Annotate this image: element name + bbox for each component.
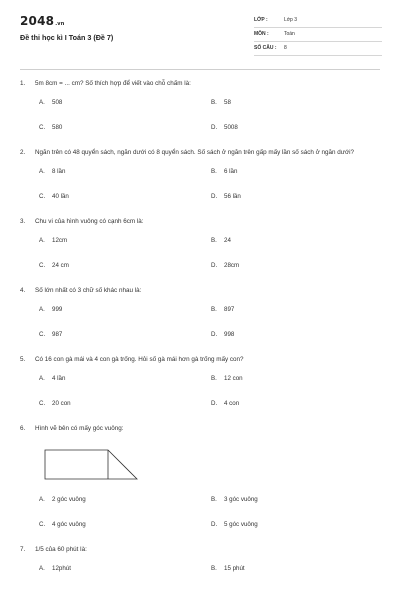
meta-label: MÔN : xyxy=(254,31,269,37)
option-letter: B. xyxy=(211,496,217,503)
question-number: 4. xyxy=(20,287,26,294)
question-header xyxy=(20,286,382,296)
option-letter: B. xyxy=(211,306,217,313)
option-letter: C. xyxy=(39,193,46,200)
option-letter: C. xyxy=(39,400,46,407)
option-text: 4 lần xyxy=(52,375,66,382)
option-text: 56 lần xyxy=(224,193,241,200)
option-row xyxy=(39,305,379,319)
option-text: 3 góc vuông xyxy=(224,496,258,503)
question-number: 3. xyxy=(20,218,26,225)
question-number: 5. xyxy=(20,356,26,363)
option-b[interactable] xyxy=(211,374,383,388)
option-b[interactable] xyxy=(211,167,383,181)
option-row xyxy=(39,192,379,206)
option-text: 999 xyxy=(52,306,63,313)
option-text: 15 phút xyxy=(224,565,245,572)
option-letter: D. xyxy=(211,262,218,269)
option-c[interactable] xyxy=(39,192,211,206)
question-7 xyxy=(0,545,400,578)
option-letter: A. xyxy=(39,375,45,382)
site-logo[interactable] xyxy=(20,14,65,28)
question-list xyxy=(0,79,400,589)
question-number: 7. xyxy=(20,546,26,553)
option-letter: C. xyxy=(39,521,46,528)
question-number: 1. xyxy=(20,80,26,87)
option-letter: D. xyxy=(211,331,218,338)
option-row xyxy=(39,495,379,509)
option-b[interactable] xyxy=(211,564,383,578)
option-d[interactable] xyxy=(211,330,383,344)
option-c[interactable] xyxy=(39,330,211,344)
option-letter: D. xyxy=(211,521,218,528)
options xyxy=(39,98,379,137)
option-text: 12 con xyxy=(224,375,243,382)
option-row xyxy=(39,98,379,112)
exam-title: Đề thi học kì I Toán 3 (Đề 7) xyxy=(20,33,114,42)
options xyxy=(39,236,379,275)
options xyxy=(39,374,379,413)
logo-main: 2048 xyxy=(20,14,55,28)
option-d[interactable] xyxy=(211,192,383,206)
option-row xyxy=(39,374,379,388)
option-text: 5 góc vuông xyxy=(224,521,258,528)
option-c[interactable] xyxy=(39,399,211,413)
option-text: 998 xyxy=(224,331,235,338)
option-a[interactable] xyxy=(39,167,211,181)
question-4 xyxy=(0,286,400,344)
option-text: 12phút xyxy=(52,565,71,572)
option-b[interactable] xyxy=(211,236,383,250)
option-d[interactable] xyxy=(211,399,383,413)
option-text: 40 lần xyxy=(52,193,69,200)
meta-label: LỚP : xyxy=(254,17,268,23)
option-a[interactable] xyxy=(39,564,211,578)
options xyxy=(39,167,379,206)
option-a[interactable] xyxy=(39,305,211,319)
figure-shape xyxy=(42,448,142,484)
figure-outline xyxy=(45,450,137,479)
option-letter: C. xyxy=(39,262,46,269)
option-d[interactable] xyxy=(211,520,383,534)
question-text: Số lớn nhất có 3 chữ số khác nhau là: xyxy=(35,287,142,294)
option-letter: B. xyxy=(211,375,217,382)
option-b[interactable] xyxy=(211,305,383,319)
option-letter: A. xyxy=(39,565,45,572)
option-text: 58 xyxy=(224,99,231,106)
question-text: Ngăn trên có 48 quyển sách, ngăn dưới có 8 quyển sách. Số sách ở ngăn trên gấp mấy lần số sách ở ngăn dưới? xyxy=(35,149,354,156)
option-letter: B. xyxy=(211,99,217,106)
option-row xyxy=(39,261,379,275)
exam-meta xyxy=(254,14,382,56)
option-row xyxy=(39,236,379,250)
option-letter: A. xyxy=(39,306,45,313)
option-letter: B. xyxy=(211,168,217,175)
option-row xyxy=(39,564,379,578)
header xyxy=(0,0,400,60)
option-a[interactable] xyxy=(39,495,211,509)
question-6 xyxy=(0,424,400,534)
option-text: 6 lần xyxy=(224,168,238,175)
meta-label: SỐ CÂU : xyxy=(254,45,277,51)
option-text: 12cm xyxy=(52,237,68,244)
meta-row-class xyxy=(254,14,382,28)
question-header xyxy=(20,355,382,365)
option-row xyxy=(39,167,379,181)
meta-value: 8 xyxy=(284,45,287,51)
question-header xyxy=(20,424,382,434)
meta-row-subject xyxy=(254,28,382,42)
question-number: 6. xyxy=(20,425,26,432)
option-letter: A. xyxy=(39,237,45,244)
option-letter: A. xyxy=(39,168,45,175)
question-2 xyxy=(0,148,400,206)
option-text: 4 góc vuông xyxy=(52,521,86,528)
question-5 xyxy=(0,355,400,413)
question-text: 1/5 của 60 phút là: xyxy=(35,546,87,553)
option-letter: A. xyxy=(39,99,45,106)
option-text: 4 con xyxy=(224,400,240,407)
option-b[interactable] xyxy=(211,98,383,112)
meta-value: Lớp 3 xyxy=(284,17,298,23)
question-header xyxy=(20,79,382,89)
question-header xyxy=(20,545,382,555)
option-row xyxy=(39,330,379,344)
options xyxy=(39,305,379,344)
option-d[interactable] xyxy=(211,123,383,137)
option-row xyxy=(39,520,379,534)
option-letter: B. xyxy=(211,565,217,572)
options xyxy=(39,564,379,578)
option-letter: C. xyxy=(39,124,46,131)
question-text: Có 16 con gà mái và 4 con gà trống. Hỏi số gà mái hơn gà trống mấy con? xyxy=(35,356,244,363)
option-c[interactable] xyxy=(39,123,211,137)
option-d[interactable] xyxy=(211,261,383,275)
option-text: 580 xyxy=(52,124,63,131)
question-1 xyxy=(0,79,400,137)
option-row xyxy=(39,399,379,413)
option-text: 28cm xyxy=(224,262,240,269)
question-header xyxy=(20,148,382,158)
header-divider xyxy=(20,69,380,70)
question-header xyxy=(20,217,382,227)
option-text: 897 xyxy=(224,306,235,313)
option-text: 5008 xyxy=(224,124,238,131)
right-angle-figure xyxy=(42,448,142,484)
option-a[interactable] xyxy=(39,374,211,388)
option-text: 24 xyxy=(224,237,231,244)
option-letter: D. xyxy=(211,193,218,200)
option-letter: B. xyxy=(211,237,217,244)
logo-suffix: .vn xyxy=(55,21,65,27)
option-text: 2 góc vuông xyxy=(52,496,86,503)
question-text: Chu vi của hình vuông có cạnh 6cm là: xyxy=(35,218,144,225)
question-number: 2. xyxy=(20,149,26,156)
option-letter: D. xyxy=(211,124,218,131)
option-b[interactable] xyxy=(211,495,383,509)
question-3 xyxy=(0,217,400,275)
option-letter: C. xyxy=(39,331,46,338)
meta-row-count xyxy=(254,42,382,56)
option-text: 24 cm xyxy=(52,262,69,269)
option-letter: D. xyxy=(211,400,218,407)
option-c[interactable] xyxy=(39,261,211,275)
option-text: 8 lần xyxy=(52,168,66,175)
options xyxy=(39,495,379,534)
option-a[interactable] xyxy=(39,236,211,250)
option-c[interactable] xyxy=(39,520,211,534)
question-text: 5m 8cm = ... cm? Số thích hợp để viết vào chỗ chấm là: xyxy=(35,80,191,87)
question-text: Hình vẽ bên có mấy góc vuông: xyxy=(35,425,124,432)
option-text: 987 xyxy=(52,331,63,338)
option-text: 20 con xyxy=(52,400,71,407)
option-letter: A. xyxy=(39,496,45,503)
option-text: 508 xyxy=(52,99,63,106)
option-row xyxy=(39,123,379,137)
meta-value: Toán xyxy=(284,31,295,37)
option-a[interactable] xyxy=(39,98,211,112)
